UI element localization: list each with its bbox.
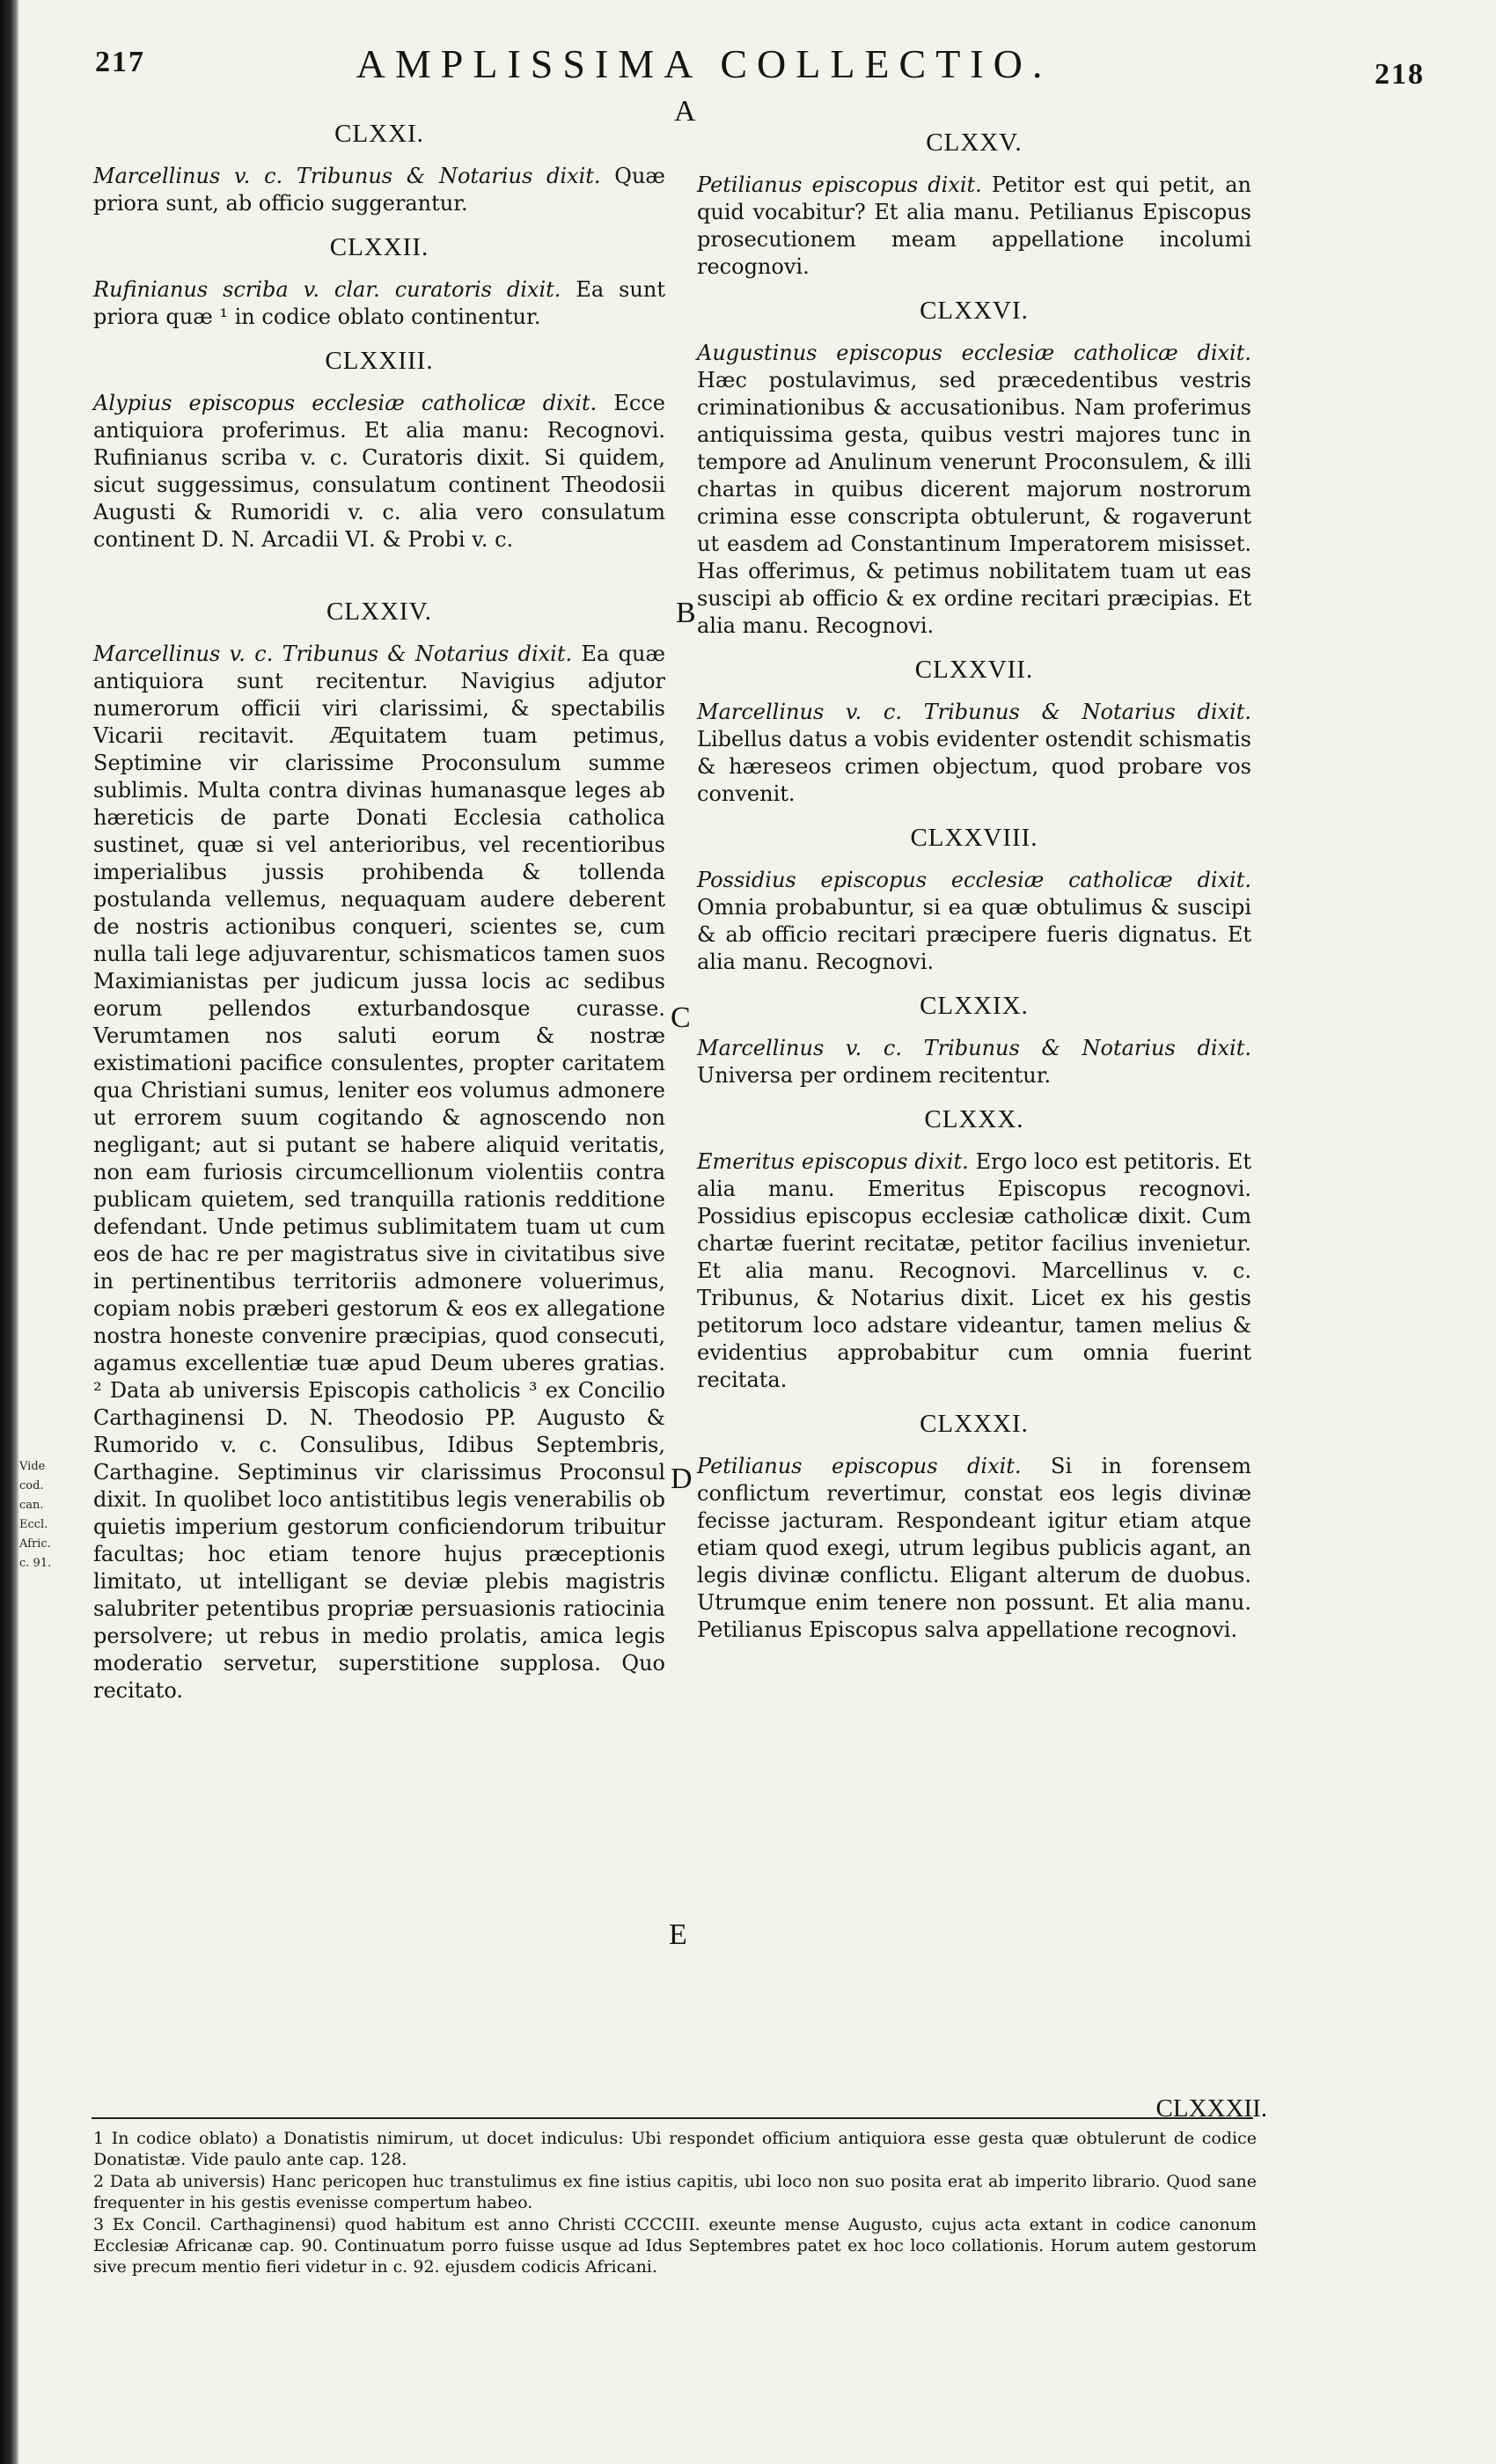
section-clxxvi (697, 297, 1251, 640)
section-clxxv (697, 128, 1251, 281)
footnotes (93, 2128, 1257, 2278)
section-clxxiv (93, 598, 665, 1705)
body: Libellus datus a vobis evidenter ostendit schismatis & hæreseos crimen objectum, quod probare vos convenit. (697, 727, 1251, 806)
section-heading: CLXXII. (329, 233, 429, 261)
margin-reference-note: Vide cod. can. Eccl. Afric. c. 91. (19, 1460, 52, 1570)
body: Ergo loco est petitoris. Et alia manu. Emeritus Episcopus recognovi. Possidius episcopus ecclesiæ catholicæ dixit. Cum chartæ fuerint recitatæ, petitor facilius invenietur. Et alia manu. Recognovi. Marcellinus v. c. Tribunus, & Notarius dixit. Licet ex his gestis petitorum loco adstare videantur, tamen melius & evidentius approbabitur cum omnia fuerint recitata. (697, 1149, 1251, 1392)
footnote-divider (92, 2117, 1253, 2119)
section-clxxi (93, 120, 665, 217)
section-clxxix (697, 992, 1251, 1089)
section-clxxviii (697, 824, 1251, 976)
speaker: Marcellinus v. c. Tribunus & Notarius dixit. (697, 700, 1251, 724)
section-text (697, 867, 1251, 976)
section-heading: CLXXVIII. (910, 824, 1038, 852)
section-text (93, 641, 665, 1705)
margin-letter-c: C (671, 1001, 691, 1034)
running-title: AMPLISSIMA COLLECTIO. (356, 41, 1052, 86)
footnote-1: 1 In codice oblato) a Donatistis nimirum, ut docet indiculus: Ubi respondet officium antiquiora esse gesta quæ obtulerunt de codice Donatistæ. Vide paulo ante cap. 128. (93, 2129, 1257, 2169)
section-text (697, 1453, 1251, 1644)
body: Ecce antiquiora proferimus. Et alia manu: Recognovi. Rufinianus scriba v. c. Curatoris dixit. Si quidem, sicut suggessimus, consulatum continent Theodosii Augusti & Rumoridi v. c. alia vero consulatum continent D. N. Arcadii VI. & Probi v. c. (93, 391, 665, 552)
section-heading: CLXXX. (924, 1105, 1024, 1133)
margin-letter-d: D (671, 1463, 693, 1495)
speaker: Emeritus episcopus dixit. (697, 1149, 969, 1174)
section-text (697, 172, 1251, 281)
speaker: Petilianus episcopus dixit. (697, 172, 982, 197)
body: Ea quæ antiquiora sunt recitentur. Navigius adjutor numerorum officii viri clarissimi, & spectabilis Vicarii recitavit. Æquitatem tuam petimus, Septimine vir clarissime Proconsulum summe sublimis. Multa contra divinas humanasque leges ab hæreticis de parte Donati Ecclesia catholica sustinet, quæ si vel anterioribus, vel recentioribus imperialibus jussis prohibenda & tollenda postulanda vellemus, nequaquam audere deberent de nostris actionibus conqueri, scientes se, cum nulla tali lege adjuvarentur, schismaticos tamen suos Maximianistas per judicum jussa locis ac sedibus eorum pellendos exturbandosque curasse. Verumtamen nos saluti eorum & nostræ existimationi pacifice consulentes, propter caritatem qua Christiani sumus, leniter eos volumus admonere ut errorem suum cogitando & agnoscendo non negligant; aut si putant se habere aliquid veritatis, non eam furiosis circumcellionum violentiis contra publicam quietem, sed tranquilla rationis redditione defendant. Unde petimus sublimitatem tuam ut cum eos de hac re per magistratus sive in civitatibus sive in pertinentibus territoriis admonere voluerimus, copiam nobis præberi gestorum & eos ex allegatione nostra honeste convenire præcipias, quod consecuti, agamus excellentiæ tuæ apud Deum uberes gratias. ² Data ab universis Episcopis catholicis ³ ex Concilio Carthaginensi D. N. Theodosio PP. Augusto & Rumorido v. c. Consulibus, Idibus Septembris, Carthagine. Septiminus vir clarissimus Proconsul dixit. In quolibet loco antistitibus legis venerabilis ob quietis imperium gestorum conficiendorum tribuitur facultas; hoc etiam tenore hujus præceptionis limitato, ut intelligant se deviæ plebis magistris salubriter petentibus propriæ persuasionis ratiocinia persolvere; ut rebus in medio prolatis, amica legis moderatio servetur, superstitione supplosa. Quo recitato. (93, 642, 665, 1703)
section-heading: CLXXV. (926, 128, 1023, 157)
section-text (93, 390, 665, 554)
margin-letter-a: A (674, 95, 696, 128)
section-text (93, 163, 665, 217)
section-text (697, 1148, 1251, 1394)
section-clxxii (93, 233, 665, 331)
speaker: Marcellinus v. c. Tribunus & Notarius dixit. (93, 642, 573, 666)
body: Universa per ordinem recitentur. (697, 1063, 1052, 1088)
section-text (697, 1035, 1251, 1089)
margin-letter-b: B (676, 597, 696, 629)
section-clxxvii (697, 656, 1251, 808)
section-heading: CLXXVII. (914, 656, 1034, 684)
speaker: Marcellinus v. c. Tribunus & Notarius dixit. (697, 1036, 1251, 1060)
body: Ea sunt priora quæ ¹ in codice oblato continentur. (93, 277, 665, 329)
section-clxxx (697, 1105, 1251, 1394)
body: Petitor est qui petit, an quid vocabitur? Et alia manu. Petilianus Episcopus prosecutionem meam appellatione incolumi recognovi. (697, 172, 1251, 279)
left-column (93, 120, 665, 1720)
section-heading: CLXXVI. (920, 297, 1029, 325)
speaker: Alypius episcopus ecclesiæ catholicæ dixit. (93, 391, 598, 415)
speaker: Rufinianus scriba v. clar. curatoris dixit. (93, 277, 561, 302)
footnote-2: 2 Data ab universis) Hanc pericopen huc transtulimus ex fine istius capitis, ubi loco non suo posita erat ab imperito librario. Quod sane frequenter in his gestis evenisse compertum habeo. (93, 2172, 1257, 2212)
page-number-right: 218 (1375, 58, 1425, 91)
speaker: Marcellinus v. c. Tribunus & Notarius dixit. (93, 164, 601, 188)
section-clxxxi (697, 1410, 1251, 1644)
section-clxxiii (93, 347, 665, 554)
right-column (697, 128, 1251, 1660)
section-text (697, 699, 1251, 808)
speaker: Petilianus episcopus dixit. (697, 1454, 1022, 1478)
section-heading: CLXXI. (334, 120, 424, 148)
body: Omnia probabuntur, si ea quæ obtulimus & suscipi & ab officio recitari præcipere fueris dignatus. Et alia manu. Recognovi. (697, 895, 1251, 974)
speaker: Augustinus episcopus ecclesiæ catholicæ dixit. (697, 341, 1251, 365)
page-header (0, 40, 1496, 111)
section-text (93, 276, 665, 331)
page-number-left: 217 (95, 46, 145, 78)
section-heading: CLXXIII. (325, 347, 434, 375)
book-binding-shadow (0, 0, 19, 2464)
margin-letter-e: E (669, 1918, 687, 1951)
footnote-3: 3 Ex Concil. Carthaginensi) quod habitum est anno Christi CCCCIII. exeunte mense Augusto, cujus acta extant in codice canonum Ecclesiæ Africanæ cap. 90. Continuatum porro fuisse usque ad Idus Septembres patet ex hoc loco collationis. Horum autem gestorum sive precum mentio fieri videtur in c. 92. ejusdem codicis Africani. (93, 2215, 1257, 2277)
body: Si in forensem conflictum revertimur, constat eos legis divinæ fecisse jacturam. Respondeant igitur etiam atque etiam quod exegi, utrum legibus publicis agant, an legis divinæ conflictu. Eligant alterum de duobus. Utrumque enim tenere non possunt. Et alia manu. Petilianus Episcopus salva appellatione recognovi. (697, 1454, 1251, 1642)
body: Quæ priora sunt, ab officio suggerantur. (93, 164, 665, 216)
section-heading: CLXXIV. (326, 598, 433, 626)
section-heading: CLXXIX. (920, 992, 1029, 1020)
body: Hæc postulavimus, sed præcedentibus vestris criminationibus & accusationibus. Nam proferimus antiquissima gesta, quibus vestri majores tunc in tempore ad Anulinum venerunt Proconsulem, & illi chartas in quibus dicerent majorum nostrorum crimina esse conscripta obtulerunt, & rogaverunt ut easdem ad Constantinum Imperatorem misisset. Has offerimus, & petimus nobilitatem tuam ut eas suscipi ab officio & ex ordine recitari præcipias. Et alia manu. Recognovi. (697, 368, 1251, 638)
next-section-heading: CLXXXII. (1155, 2094, 1267, 2123)
section-heading: CLXXXI. (920, 1410, 1029, 1438)
speaker: Possidius episcopus ecclesiæ catholicæ dixit. (697, 868, 1251, 892)
section-text (697, 340, 1251, 640)
